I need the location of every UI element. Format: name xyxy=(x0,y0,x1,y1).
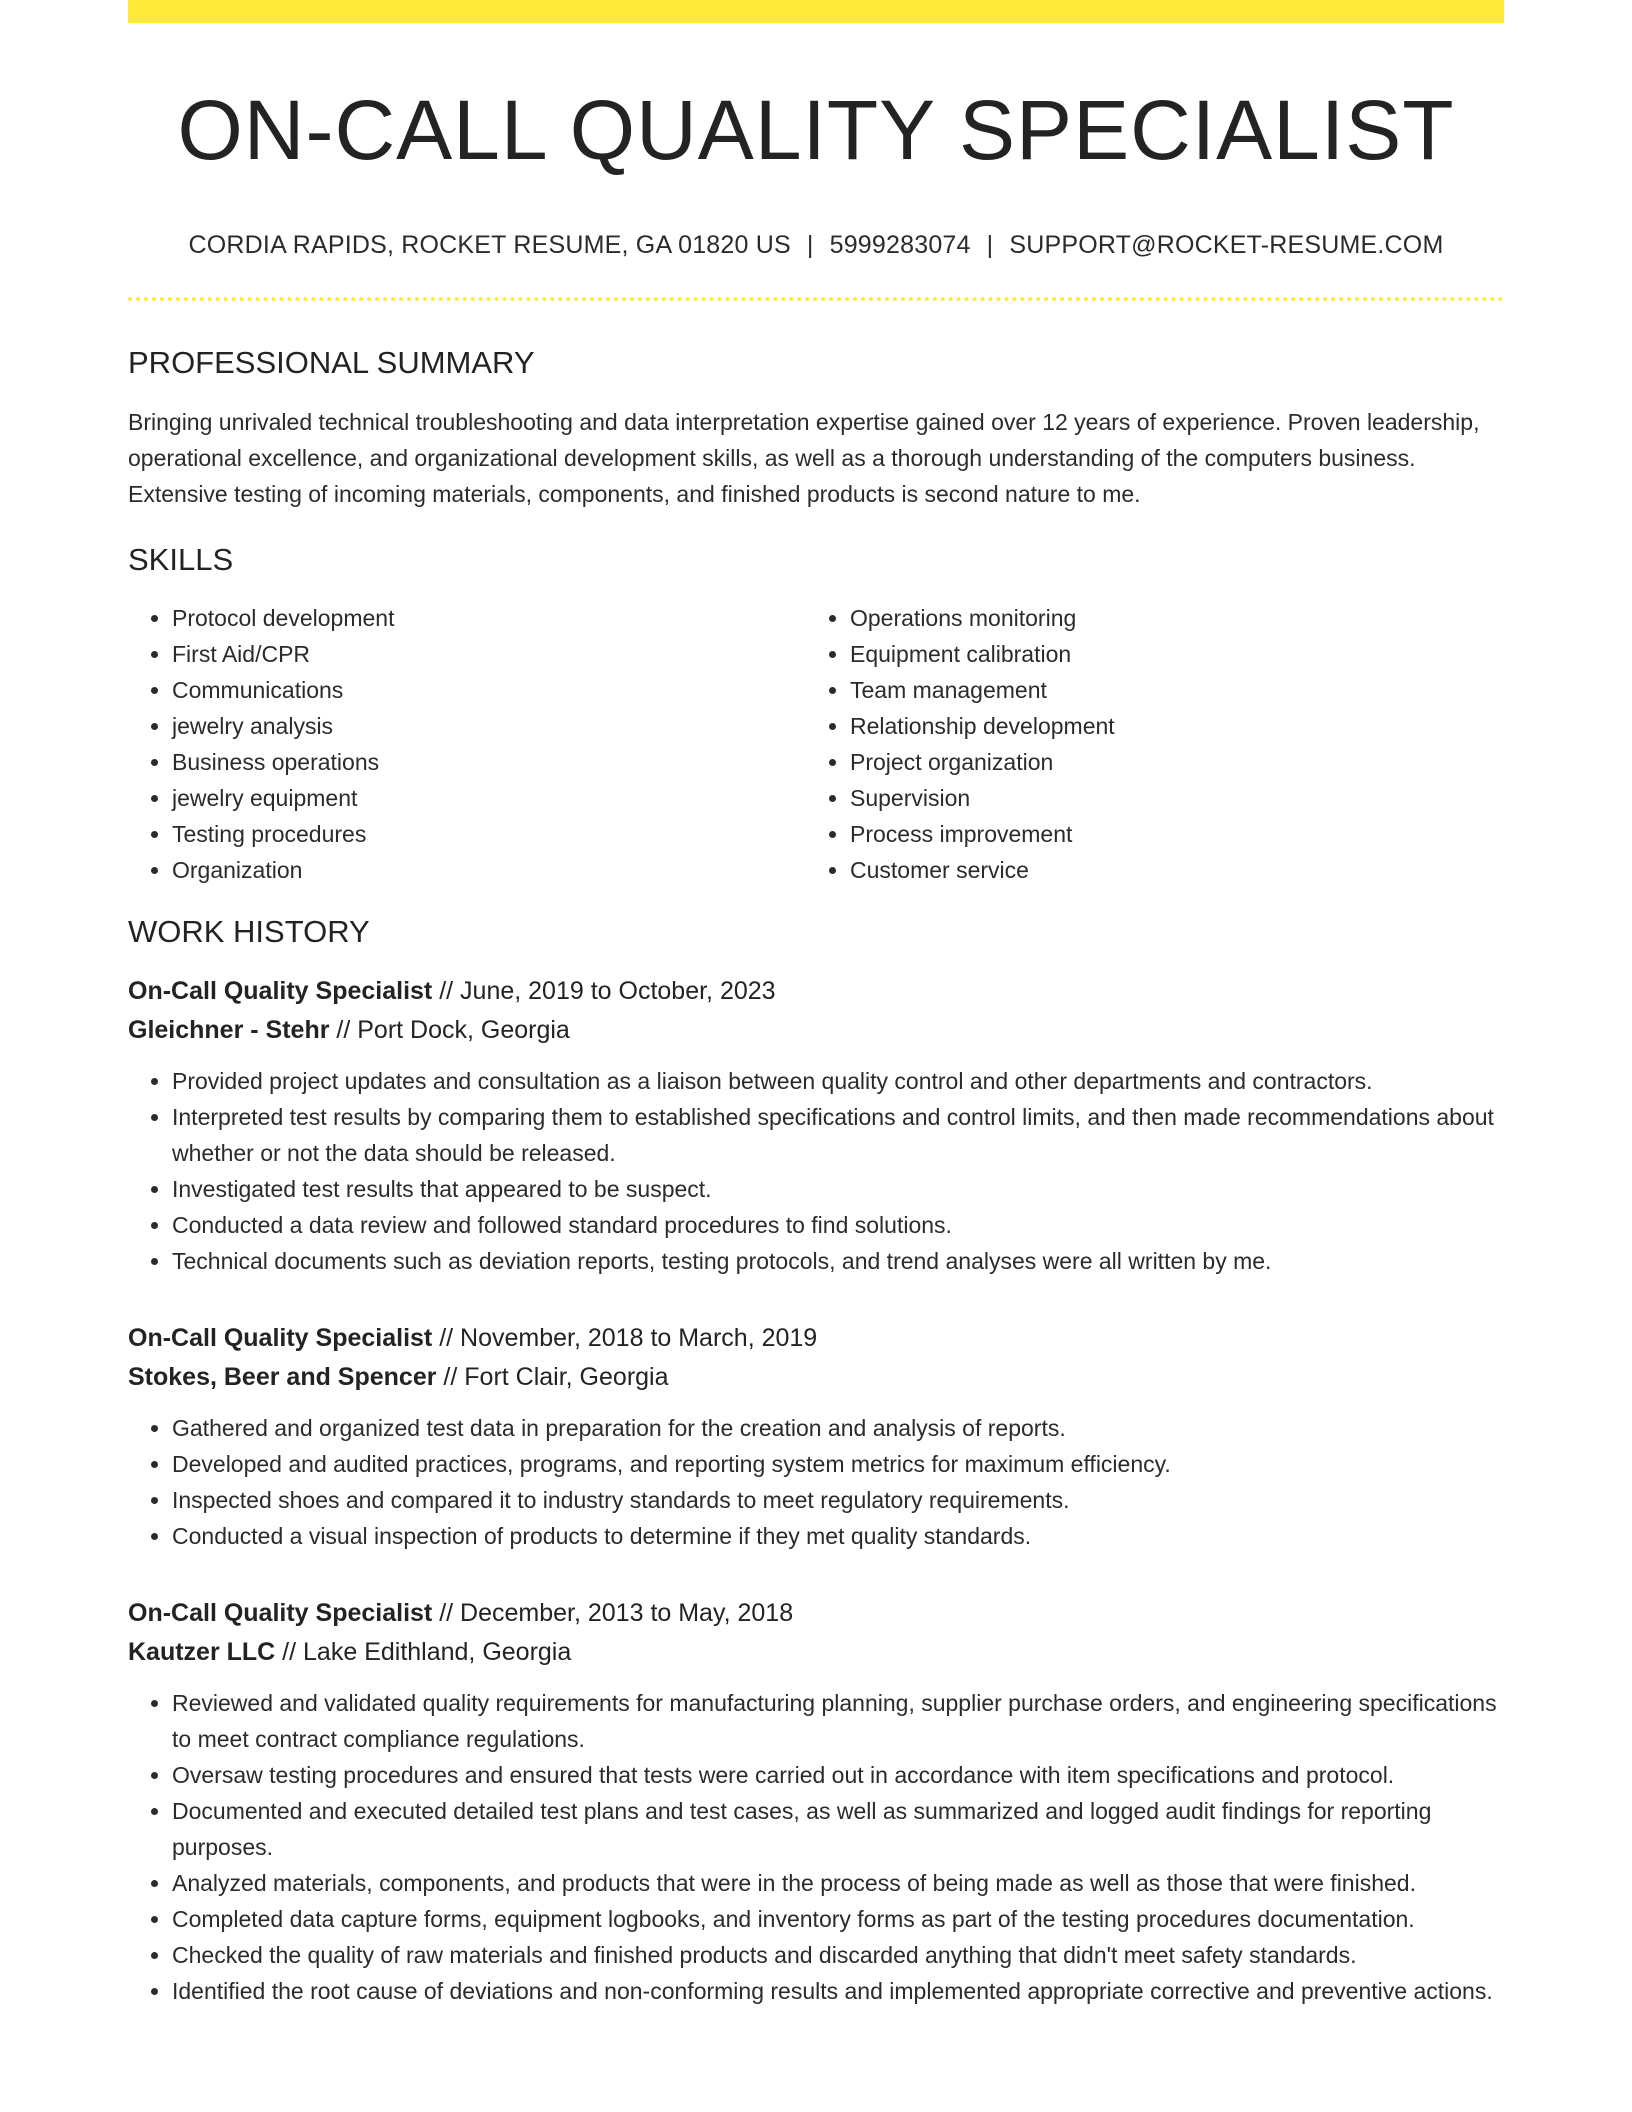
job-bullets xyxy=(128,1410,1504,1554)
job-title: On-Call Quality Specialist xyxy=(128,1324,433,1352)
job-bullets xyxy=(128,1063,1504,1279)
contact-line xyxy=(128,230,1504,260)
job-company: Kautzer LLC xyxy=(128,1638,276,1666)
job-bullet: • Completed data capture forms, equipment logbooks, and inventory forms as part of the testing procedures documentation. xyxy=(172,1901,1504,1937)
job-separator: // xyxy=(275,1638,304,1666)
job-dates: June, 2019 to October, 2023 xyxy=(460,977,776,1005)
skills-column-left xyxy=(128,600,806,888)
skill-item: • jewelry equipment xyxy=(172,780,806,816)
job-company-line xyxy=(128,1358,1504,1397)
job-bullet: • Conducted a data review and followed standard procedures to find solutions. xyxy=(172,1207,1504,1243)
job-bullet: • Oversaw testing procedures and ensured that tests were carried out in accordance with item specifications and protocol. xyxy=(172,1757,1504,1793)
job-entry xyxy=(128,972,1504,1279)
skill-item: • Business operations xyxy=(172,744,806,780)
skill-item: • jewelry analysis xyxy=(172,708,806,744)
job-bullet: • Checked the quality of raw materials and finished products and discarded anything that didn't meet safety standards. xyxy=(172,1937,1504,1973)
job-separator: // xyxy=(436,1363,465,1391)
job-entry xyxy=(128,1319,1504,1554)
job-bullet: • Technical documents such as deviation reports, testing protocols, and trend analyses were all written by me. xyxy=(172,1243,1504,1279)
job-location: Port Dock, Georgia xyxy=(357,1016,570,1044)
skills-column-right xyxy=(806,600,1484,888)
job-bullet: • Interpreted test results by comparing them to established specifications and control limits, and then made recommendations about whether or not the data should be released. xyxy=(172,1099,1504,1171)
skill-item: • Equipment calibration xyxy=(850,636,1484,672)
skill-item: • Relationship development xyxy=(850,708,1484,744)
resume-content xyxy=(128,0,1504,2009)
summary-text: Bringing unrivaled technical troubleshooting and data interpretation expertise gained over 12 years of experience. Proven leadership, operational excellence, and organizational development skills, as well as a thorough understanding of the computers business. Extensive testing of incoming materials, components, and finished products is second nature to me. xyxy=(128,409,1480,507)
contact-separator: | xyxy=(986,231,994,259)
summary-heading: PROFESSIONAL SUMMARY xyxy=(128,345,535,380)
skill-item: • Process improvement xyxy=(850,816,1484,852)
job-title: On-Call Quality Specialist xyxy=(128,1599,433,1627)
job-bullet: • Investigated test results that appeared to be suspect. xyxy=(172,1171,1504,1207)
job-separator: // xyxy=(432,1324,461,1352)
contact-separator: | xyxy=(806,231,814,259)
job-title-line xyxy=(128,972,1504,1011)
job-separator: // xyxy=(432,1599,461,1627)
job-dates: December, 2013 to May, 2018 xyxy=(460,1599,794,1627)
work-history-heading: WORK HISTORY xyxy=(128,914,370,949)
job-dates: November, 2018 to March, 2019 xyxy=(460,1324,818,1352)
dotted-divider xyxy=(128,297,1504,301)
contact-address: CORDIA RAPIDS, ROCKET RESUME, GA 01820 US xyxy=(188,231,791,259)
job-title-line xyxy=(128,1319,1504,1358)
job-bullet: • Conducted a visual inspection of products to determine if they met quality standards. xyxy=(172,1518,1504,1554)
job-company: Gleichner - Stehr xyxy=(128,1016,330,1044)
skills-list xyxy=(128,600,1504,888)
job-bullet: • Inspected shoes and compared it to industry standards to meet regulatory requirements. xyxy=(172,1482,1504,1518)
skills-heading: SKILLS xyxy=(128,542,234,577)
job-bullet: • Developed and audited practices, programs, and reporting system metrics for maximum efficiency. xyxy=(172,1446,1504,1482)
skill-item: • First Aid/CPR xyxy=(172,636,806,672)
job-company-line xyxy=(128,1633,1504,1672)
skill-item: • Operations monitoring xyxy=(850,600,1484,636)
job-location: Fort Clair, Georgia xyxy=(464,1363,669,1391)
job-bullet: • Provided project updates and consultation as a liaison between quality control and other departments and contractors. xyxy=(172,1063,1504,1099)
skill-item: • Protocol development xyxy=(172,600,806,636)
job-entry xyxy=(128,1594,1504,2009)
skill-item: • Organization xyxy=(172,852,806,888)
job-separator: // xyxy=(432,977,461,1005)
job-company: Stokes, Beer and Spencer xyxy=(128,1363,437,1391)
skill-item: • Customer service xyxy=(850,852,1484,888)
skill-item: • Supervision xyxy=(850,780,1484,816)
skill-item: • Communications xyxy=(172,672,806,708)
job-bullet: • Documented and executed detailed test plans and test cases, as well as summarized and logged audit findings for reporting purposes. xyxy=(172,1793,1504,1865)
job-bullet: • Analyzed materials, components, and products that were in the process of being made as well as those that were finished. xyxy=(172,1865,1504,1901)
job-title: On-Call Quality Specialist xyxy=(128,977,433,1005)
job-bullet: • Gathered and organized test data in preparation for the creation and analysis of reports. xyxy=(172,1410,1504,1446)
job-location: Lake Edithland, Georgia xyxy=(303,1638,572,1666)
page-title: ON-CALL QUALITY SPECIALIST xyxy=(177,83,1455,177)
job-company-line xyxy=(128,1011,1504,1050)
skill-item: • Testing procedures xyxy=(172,816,806,852)
job-bullet: • Reviewed and validated quality requirements for manufacturing planning, supplier purchase orders, and engineering specifications to meet contract compliance regulations. xyxy=(172,1685,1504,1757)
skill-item: • Project organization xyxy=(850,744,1484,780)
contact-phone: 5999283074 xyxy=(829,231,971,259)
job-bullets xyxy=(128,1685,1504,2009)
skill-item: • Team management xyxy=(850,672,1484,708)
job-title-line xyxy=(128,1594,1504,1633)
contact-email: SUPPORT@ROCKET-RESUME.COM xyxy=(1009,231,1444,259)
job-bullet: • Identified the root cause of deviations and non-conforming results and implemented appropriate corrective and preventive actions. xyxy=(172,1973,1504,2009)
job-separator: // xyxy=(329,1016,358,1044)
